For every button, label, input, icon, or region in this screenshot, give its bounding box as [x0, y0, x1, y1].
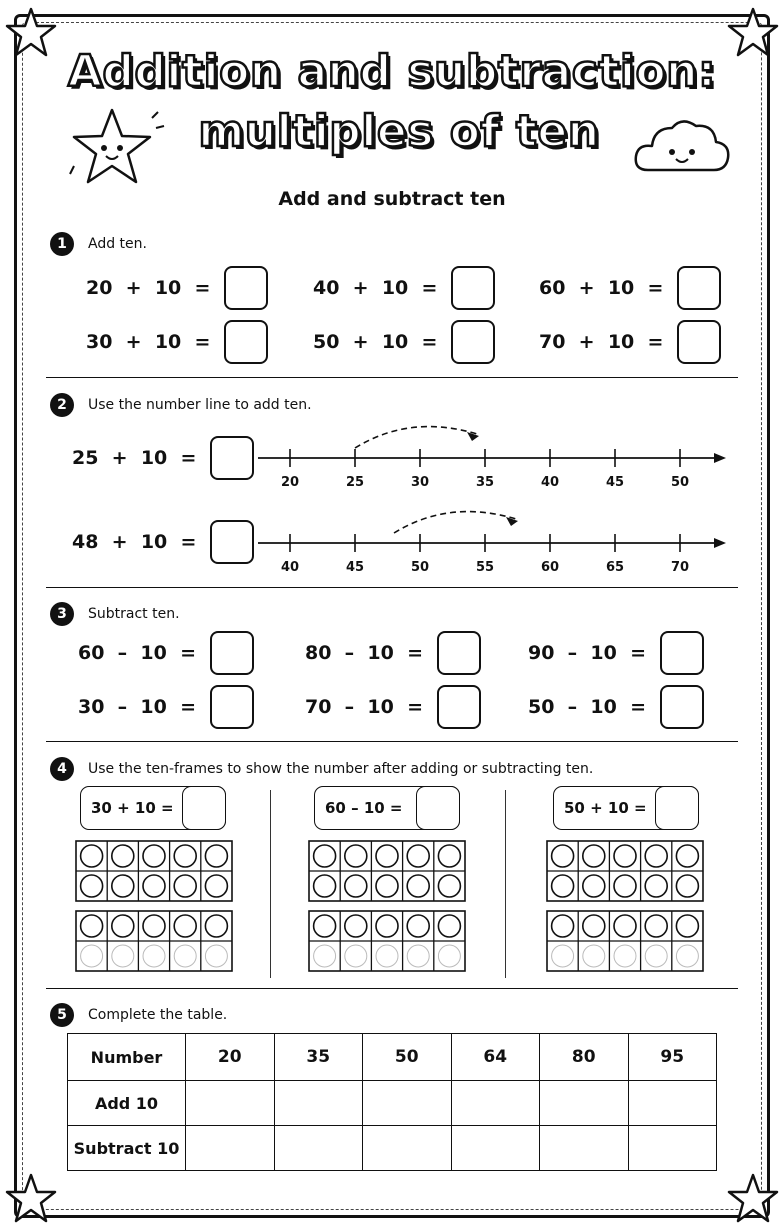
- arrow-head-icon: [714, 453, 726, 463]
- number-line: [250, 412, 740, 492]
- answer-box[interactable]: [677, 320, 721, 364]
- table-row-header: Subtract 10: [68, 1126, 186, 1171]
- number-line-problem: 48 + 10 =: [72, 520, 254, 564]
- tick-label: 20: [280, 475, 300, 490]
- subtract-ten-problem: 80 – 10 =: [305, 631, 481, 675]
- answer-cell[interactable]: [186, 1126, 275, 1171]
- table-row: [68, 1034, 717, 1081]
- table-cell: 50: [363, 1034, 452, 1081]
- answer-box[interactable]: [660, 631, 704, 675]
- tick-label: 35: [475, 475, 495, 490]
- ten-frame: [308, 840, 466, 902]
- answer-cell[interactable]: [274, 1126, 363, 1171]
- section-number-badge: 5: [50, 1003, 74, 1027]
- table-cell: 20: [186, 1034, 275, 1081]
- answer-box[interactable]: [437, 685, 481, 729]
- ten-frame-equation: 30 + 10 =: [80, 786, 226, 830]
- section-number-badge: 2: [50, 393, 74, 417]
- answer-cell[interactable]: [540, 1081, 629, 1126]
- number-line: [250, 497, 740, 577]
- section-divider: [46, 741, 738, 742]
- answer-box[interactable]: [210, 685, 254, 729]
- tick-label: 40: [540, 475, 560, 490]
- answer-cell[interactable]: [540, 1126, 629, 1171]
- section-number-badge: 4: [50, 757, 74, 781]
- ten-frame: [546, 910, 704, 972]
- table-row: [68, 1126, 717, 1171]
- answer-box[interactable]: [210, 436, 254, 480]
- subtract-ten-problem: 90 – 10 =: [528, 631, 704, 675]
- answer-box[interactable]: [451, 320, 495, 364]
- column-divider: [270, 790, 271, 978]
- tick-label: 30: [410, 475, 430, 490]
- answer-box[interactable]: [437, 631, 481, 675]
- answer-cell[interactable]: [628, 1126, 717, 1171]
- answer-cell[interactable]: [451, 1126, 540, 1171]
- subtract-ten-problem: 50 – 10 =: [528, 685, 704, 729]
- section-4-header: [50, 757, 593, 781]
- table-cell: 95: [628, 1034, 717, 1081]
- subtract-ten-problem: 70 – 10 =: [305, 685, 481, 729]
- section-5-header: [50, 1003, 227, 1027]
- section-divider: [46, 587, 738, 588]
- tick-label: 40: [280, 560, 300, 575]
- section-number-badge: 3: [50, 602, 74, 626]
- section-instruction: Complete the table.: [88, 1007, 228, 1023]
- ten-frame: [75, 840, 233, 902]
- answer-box[interactable]: [182, 786, 226, 830]
- answer-box[interactable]: [224, 320, 268, 364]
- section-instruction: Subtract ten.: [88, 606, 180, 622]
- add-ten-problem: 20 + 10 =: [86, 266, 268, 310]
- section-instruction: Add ten.: [88, 236, 147, 252]
- answer-box[interactable]: [451, 266, 495, 310]
- ten-frame: [546, 840, 704, 902]
- tick-label: 50: [410, 560, 430, 575]
- page-title: Addition and subtraction:: [67, 46, 717, 97]
- table-cell: 64: [451, 1034, 540, 1081]
- smiling-cloud-icon: [630, 112, 734, 178]
- table-cell: 35: [274, 1034, 363, 1081]
- table-cell: 80: [540, 1034, 629, 1081]
- section-number-badge: 1: [50, 232, 74, 256]
- smiling-star-icon: [64, 104, 174, 194]
- table-row-header: Add 10: [68, 1081, 186, 1126]
- section-divider: [46, 988, 738, 989]
- table-row: [68, 1081, 717, 1126]
- answer-box[interactable]: [416, 786, 460, 830]
- section-instruction: Use the ten-frames to show the number after adding or subtracting ten.: [88, 761, 594, 777]
- tick-label: 55: [475, 560, 495, 575]
- add-ten-problem: 60 + 10 =: [539, 266, 721, 310]
- answer-box[interactable]: [210, 631, 254, 675]
- corner-star-icon: [726, 1172, 780, 1226]
- tick-label: 50: [670, 475, 690, 490]
- ten-frame-equation: 50 + 10 =: [553, 786, 699, 830]
- section-instruction: Use the number line to add ten.: [88, 397, 312, 413]
- answer-cell[interactable]: [186, 1081, 275, 1126]
- answer-cell[interactable]: [363, 1081, 452, 1126]
- ten-frame-equation: 60 – 10 =: [314, 786, 460, 830]
- add-ten-problem: 40 + 10 =: [313, 266, 495, 310]
- corner-star-icon: [4, 1172, 58, 1226]
- subtract-ten-problem: 60 – 10 =: [78, 631, 254, 675]
- tick-label: 70: [670, 560, 690, 575]
- answer-cell[interactable]: [274, 1081, 363, 1126]
- table-row-header: Number: [68, 1034, 186, 1081]
- jump-arrow: [355, 427, 477, 448]
- tick-label: 25: [345, 475, 365, 490]
- column-divider: [505, 790, 506, 978]
- page-title-line-2: multiples of ten: [198, 106, 600, 157]
- number-table: [67, 1033, 717, 1171]
- answer-cell[interactable]: [363, 1126, 452, 1171]
- answer-box[interactable]: [660, 685, 704, 729]
- subtract-ten-problem: 30 – 10 =: [78, 685, 254, 729]
- answer-box[interactable]: [677, 266, 721, 310]
- arrow-head-icon: [714, 538, 726, 548]
- page-subtitle: Add and subtract ten: [278, 188, 506, 210]
- number-line-problem: 25 + 10 =: [72, 436, 254, 480]
- jump-arrow: [394, 512, 516, 533]
- section-3-header: [50, 602, 180, 626]
- answer-box[interactable]: [655, 786, 699, 830]
- answer-cell[interactable]: [451, 1081, 540, 1126]
- tick-label: 60: [540, 560, 560, 575]
- section-1-header: [50, 232, 147, 256]
- tick-label: 45: [345, 560, 365, 575]
- answer-box[interactable]: [224, 266, 268, 310]
- add-ten-problem: 30 + 10 =: [86, 320, 268, 364]
- answer-box[interactable]: [210, 520, 254, 564]
- tick-label: 45: [605, 475, 625, 490]
- tick-label: 65: [605, 560, 625, 575]
- add-ten-problem: 50 + 10 =: [313, 320, 495, 364]
- ten-frame: [75, 910, 233, 972]
- answer-cell[interactable]: [628, 1081, 717, 1126]
- ten-frame: [308, 910, 466, 972]
- add-ten-problem: 70 + 10 =: [539, 320, 721, 364]
- section-divider: [46, 377, 738, 378]
